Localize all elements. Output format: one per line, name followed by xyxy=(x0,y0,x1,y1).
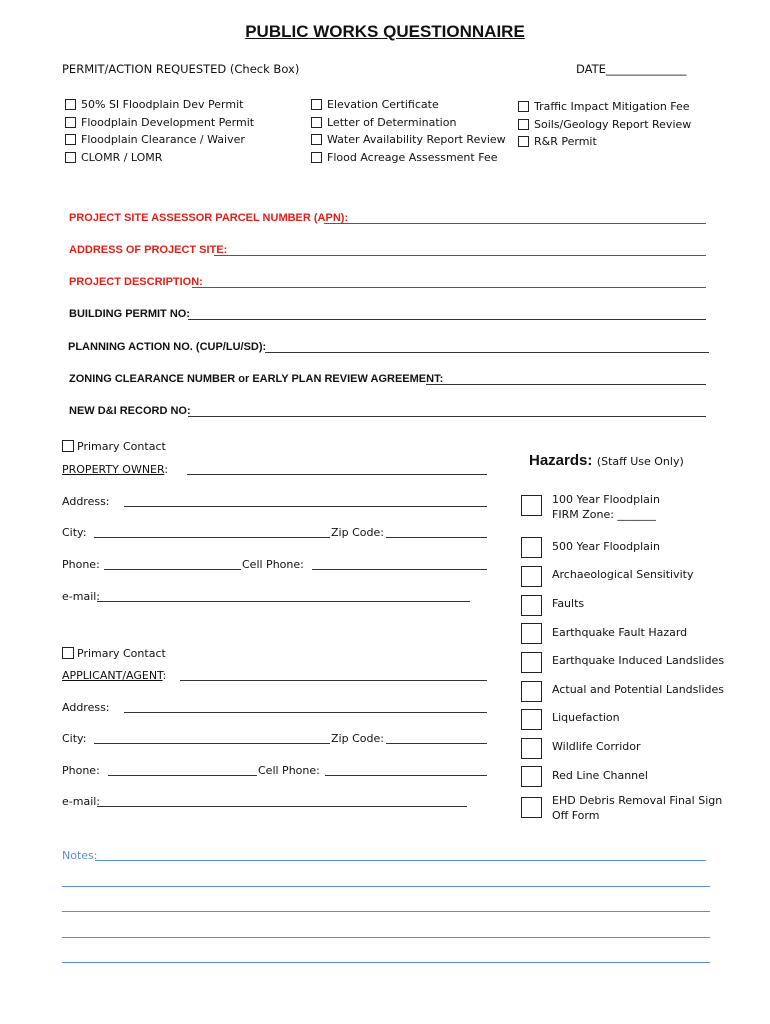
notes-line[interactable] xyxy=(62,962,710,963)
notes-line[interactable] xyxy=(95,860,706,861)
permit-column-2 xyxy=(311,98,506,168)
permit-option[interactable]: 50% SI Floodplain Dev Permit xyxy=(65,98,254,116)
hazard-label: 100 Year Floodplain FIRM Zone: _______ xyxy=(552,493,660,521)
owner-address-label: Address: xyxy=(62,495,110,508)
applicant-address-label: Address: xyxy=(62,701,110,714)
hazard-label: Wildlife Corridor xyxy=(552,740,641,753)
checkbox[interactable] xyxy=(518,136,529,147)
hazard-label: 500 Year Floodplain xyxy=(552,540,660,553)
checkbox[interactable] xyxy=(65,134,76,145)
checkbox[interactable] xyxy=(518,101,529,112)
applicant-city-field[interactable] xyxy=(94,743,330,744)
hazard-checkbox[interactable] xyxy=(521,766,542,787)
project-description-label: PROJECT DESCRIPTION: xyxy=(69,276,203,288)
owner-primary-contact[interactable]: Primary Contact xyxy=(62,440,166,453)
hazard-checkbox[interactable] xyxy=(521,709,542,730)
hazards-heading: Hazards: (Staff Use Only) xyxy=(529,452,684,469)
applicant-email-field[interactable] xyxy=(97,806,467,807)
hazard-checkbox[interactable] xyxy=(521,652,542,673)
applicant-name-field[interactable] xyxy=(180,680,487,681)
hazard-label: Actual and Potential Landslides xyxy=(552,683,724,696)
project-description-field[interactable] xyxy=(192,287,706,288)
building-permit-field[interactable] xyxy=(188,319,706,320)
owner-heading: PROPERTY OWNER: xyxy=(62,463,169,476)
permit-column-3 xyxy=(518,100,691,153)
applicant-heading: APPLICANT/AGENT: xyxy=(62,669,167,682)
zoning-clearance-label: ZONING CLEARANCE NUMBER or EARLY PLAN REVIEW AGREEMENT: xyxy=(69,373,444,385)
checkbox[interactable] xyxy=(62,647,74,659)
permit-header: PERMIT/ACTION REQUESTED (Check Box) xyxy=(62,62,300,76)
apn-label: PROJECT SITE ASSESSOR PARCEL NUMBER (APN): xyxy=(69,212,349,224)
owner-city-field[interactable] xyxy=(94,537,330,538)
checkbox[interactable] xyxy=(311,134,322,145)
planning-action-label: PLANNING ACTION NO. (CUP/LU/SD): xyxy=(68,341,267,353)
hazard-label: Earthquake Fault Hazard xyxy=(552,626,688,639)
checkbox[interactable] xyxy=(62,440,74,452)
permit-option[interactable]: Flood Acreage Assessment Fee xyxy=(311,151,506,169)
page-title: PUBLIC WORKS QUESTIONNAIRE xyxy=(245,22,525,41)
checkbox[interactable] xyxy=(65,99,76,110)
owner-phone-label: Phone: xyxy=(62,558,100,571)
applicant-phone-field[interactable] xyxy=(108,775,257,776)
owner-cell-label: Cell Phone: xyxy=(242,558,304,571)
project-address-field[interactable] xyxy=(214,255,706,256)
owner-address-field[interactable] xyxy=(124,506,487,507)
applicant-cell-field[interactable] xyxy=(325,775,487,776)
apn-field[interactable] xyxy=(324,223,706,224)
hazard-label: Faults xyxy=(552,597,585,610)
hazard-checkbox[interactable] xyxy=(521,595,542,616)
hazard-checkbox[interactable] xyxy=(521,566,542,587)
hazard-checkbox[interactable] xyxy=(521,797,542,818)
hazard-checkbox[interactable] xyxy=(521,623,542,644)
owner-zip-field[interactable] xyxy=(386,537,487,538)
checkbox[interactable] xyxy=(311,152,322,163)
building-permit-label: BUILDING PERMIT NO: xyxy=(69,308,190,320)
dni-record-label: NEW D&I RECORD NO: xyxy=(69,405,191,417)
hazard-checkbox[interactable] xyxy=(521,681,542,702)
applicant-city-label: City: xyxy=(62,732,87,745)
notes-line[interactable] xyxy=(62,937,710,938)
hazard-label: EHD Debris Removal Final Sign Off Form xyxy=(552,794,723,822)
owner-zip-label: Zip Code: xyxy=(331,526,384,539)
permit-option[interactable]: CLOMR / LOMR xyxy=(65,151,254,169)
hazard-label: Liquefaction xyxy=(552,711,620,724)
date-field[interactable]: DATE______________ xyxy=(576,62,687,76)
permit-option[interactable]: Elevation Certificate xyxy=(311,98,506,116)
hazard-label: Earthquake Induced Landslides xyxy=(552,654,725,667)
dni-record-field[interactable] xyxy=(188,416,706,417)
permit-option[interactable]: R&R Permit xyxy=(518,135,691,153)
applicant-primary-contact[interactable]: Primary Contact xyxy=(62,647,166,660)
owner-email-label: e-mail: xyxy=(62,590,101,603)
hazard-checkbox[interactable] xyxy=(521,738,542,759)
checkbox[interactable] xyxy=(311,117,322,128)
owner-email-field[interactable] xyxy=(97,601,470,602)
owner-cell-field[interactable] xyxy=(312,569,487,570)
owner-city-label: City: xyxy=(62,526,87,539)
permit-option[interactable]: Floodplain Clearance / Waiver xyxy=(65,133,254,151)
project-address-label: ADDRESS OF PROJECT SITE: xyxy=(69,244,228,256)
permit-option[interactable]: Floodplain Development Permit xyxy=(65,116,254,134)
applicant-email-label: e-mail: xyxy=(62,795,101,808)
permit-option[interactable]: Water Availability Report Review xyxy=(311,133,506,151)
hazard-checkbox[interactable] xyxy=(521,537,542,558)
checkbox[interactable] xyxy=(518,119,529,130)
permit-option[interactable]: Traffic Impact Mitigation Fee xyxy=(518,100,691,118)
permit-column-1 xyxy=(65,98,254,168)
notes-line[interactable] xyxy=(62,886,710,887)
hazard-label: Archaeological Sensitivity xyxy=(552,568,694,581)
applicant-zip-label: Zip Code: xyxy=(331,732,384,745)
hazard-checkbox[interactable] xyxy=(521,495,542,516)
hazard-label: Red Line Channel xyxy=(552,769,648,782)
zoning-clearance-field[interactable] xyxy=(426,384,706,385)
checkbox[interactable] xyxy=(311,99,322,110)
checkbox[interactable] xyxy=(65,117,76,128)
notes-label: Notes: xyxy=(62,849,98,862)
applicant-phone-label: Phone: xyxy=(62,764,100,777)
applicant-cell-label: Cell Phone: xyxy=(258,764,320,777)
owner-name-field[interactable] xyxy=(187,474,487,475)
planning-action-field[interactable] xyxy=(265,352,709,353)
owner-phone-field[interactable] xyxy=(104,569,241,570)
permit-option[interactable]: Soils/Geology Report Review xyxy=(518,118,691,136)
applicant-zip-field[interactable] xyxy=(386,743,487,744)
applicant-address-field[interactable] xyxy=(124,712,487,713)
permit-option[interactable]: Letter of Determination xyxy=(311,116,506,134)
checkbox[interactable] xyxy=(65,152,76,163)
notes-line[interactable] xyxy=(62,911,710,912)
